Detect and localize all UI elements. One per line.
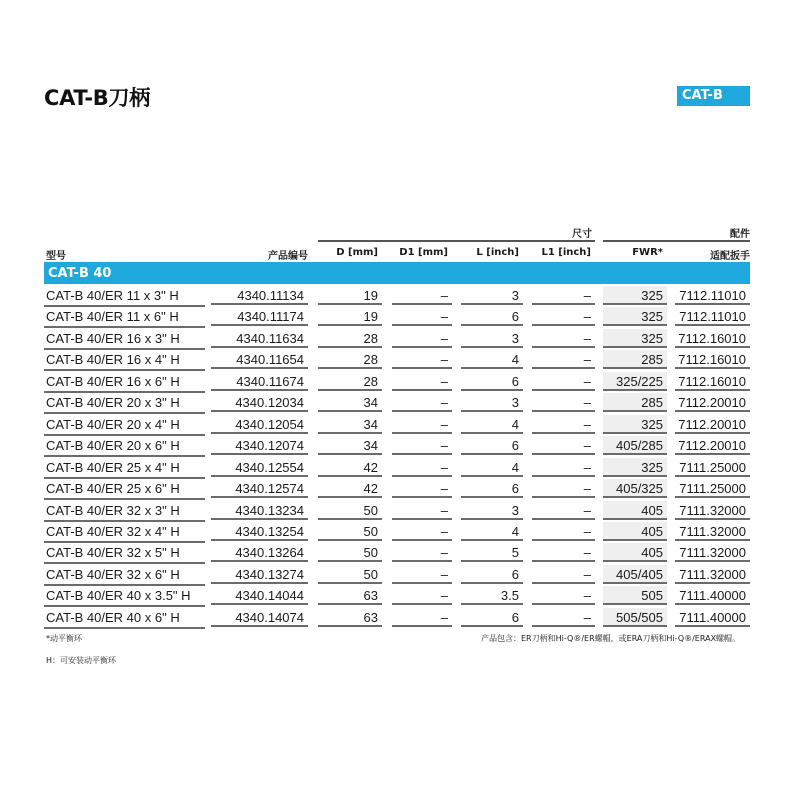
cell-l1: – [532, 501, 595, 520]
cell-l: 6 [461, 372, 523, 391]
cell-code: 4340.13264 [211, 543, 308, 562]
cell-code: 4340.11654 [211, 350, 308, 369]
table-row [0, 522, 800, 544]
cell-model: CAT-B 40/ER 16 x 3" H [44, 329, 205, 350]
cell-l1: – [532, 307, 595, 326]
cell-code: 4340.13234 [211, 501, 308, 520]
cell-d1: – [392, 608, 452, 627]
cell-l1: – [532, 543, 595, 562]
cell-l1: – [532, 608, 595, 627]
cell-model: CAT-B 40/ER 11 x 3" H [44, 286, 205, 307]
cell-d: 42 [318, 479, 382, 498]
cell-l: 4 [461, 522, 523, 541]
cell-l: 5 [461, 543, 523, 562]
cell-wrench: 7112.20010 [675, 436, 750, 455]
cell-d1: – [392, 329, 452, 348]
cell-l: 6 [461, 436, 523, 455]
cell-wrench: 7112.16010 [675, 350, 750, 369]
cell-wrench: 7111.32000 [675, 522, 750, 541]
cell-d: 63 [318, 586, 382, 605]
cell-wrench: 7112.16010 [675, 372, 750, 391]
cell-l: 3.5 [461, 586, 523, 605]
cell-l1: – [532, 372, 595, 391]
cell-code: 4340.11634 [211, 329, 308, 348]
col-header-d1: D1 [mm] [399, 247, 448, 258]
cell-l1: – [532, 458, 595, 477]
cell-d: 34 [318, 393, 382, 412]
cell-model: CAT-B 40/ER 20 x 4" H [44, 415, 205, 436]
col-header-d: D [mm] [336, 247, 378, 258]
cell-fwr: 285 [603, 393, 667, 412]
cell-model: CAT-B 40/ER 32 x 5" H [44, 543, 205, 564]
cell-fwr: 325 [603, 329, 667, 348]
cell-d1: – [392, 372, 452, 391]
cell-model: CAT-B 40/ER 20 x 6" H [44, 436, 205, 457]
cell-code: 4340.12054 [211, 415, 308, 434]
footnote-h: H：可安装动平衡环 [46, 656, 117, 665]
table-row [0, 586, 800, 608]
cell-wrench: 7111.25000 [675, 479, 750, 498]
cell-fwr: 505/505 [603, 608, 667, 627]
cell-code: 4340.11134 [211, 286, 308, 305]
cell-d1: – [392, 543, 452, 562]
col-header-fwr: FWR* [632, 247, 663, 258]
col-header-code: 产品编号 [268, 251, 308, 262]
cell-d1: – [392, 458, 452, 477]
cell-wrench: 7112.20010 [675, 393, 750, 412]
cell-d: 50 [318, 543, 382, 562]
cell-fwr: 405 [603, 543, 667, 562]
cell-model: CAT-B 40/ER 32 x 6" H [44, 565, 205, 586]
cell-l1: – [532, 586, 595, 605]
cell-model: CAT-B 40/ER 25 x 4" H [44, 458, 205, 479]
cell-fwr: 285 [603, 350, 667, 369]
table-row [0, 565, 800, 587]
cell-model: CAT-B 40/ER 16 x 6" H [44, 372, 205, 393]
cell-code: 4340.12074 [211, 436, 308, 455]
table-row [0, 350, 800, 372]
cell-model: CAT-B 40/ER 32 x 4" H [44, 522, 205, 543]
table-row [0, 329, 800, 351]
cell-fwr: 505 [603, 586, 667, 605]
group-header-dimensions: 尺寸 [572, 229, 592, 240]
cell-d1: – [392, 586, 452, 605]
cell-wrench: 7111.32000 [675, 501, 750, 520]
table-row [0, 479, 800, 501]
cell-model: CAT-B 40/ER 16 x 4" H [44, 350, 205, 371]
cell-wrench: 7112.16010 [675, 329, 750, 348]
cell-code: 4340.12554 [211, 458, 308, 477]
cell-l: 6 [461, 608, 523, 627]
cell-d: 50 [318, 565, 382, 584]
cell-d: 28 [318, 329, 382, 348]
cell-fwr: 325/225 [603, 372, 667, 391]
col-header-l1: L1 [inch] [541, 247, 591, 258]
cell-d: 34 [318, 436, 382, 455]
cell-d1: – [392, 393, 452, 412]
cell-l1: – [532, 350, 595, 369]
cell-model: CAT-B 40/ER 40 x 6" H [44, 608, 205, 629]
cell-d: 28 [318, 372, 382, 391]
cell-wrench: 7111.25000 [675, 458, 750, 477]
cell-d: 19 [318, 286, 382, 305]
col-header-model: 型号 [46, 251, 66, 262]
table-row [0, 307, 800, 329]
section-band [44, 262, 750, 284]
cell-l1: – [532, 522, 595, 541]
cell-code: 4340.12034 [211, 393, 308, 412]
cell-d1: – [392, 436, 452, 455]
group-header-accessories: 配件 [730, 229, 750, 240]
cell-model: CAT-B 40/ER 32 x 3" H [44, 501, 205, 522]
cell-fwr: 325 [603, 286, 667, 305]
cell-l1: – [532, 329, 595, 348]
cell-wrench: 7111.32000 [675, 565, 750, 584]
cell-l1: – [532, 436, 595, 455]
table-row [0, 372, 800, 394]
cell-l1: – [532, 565, 595, 584]
cell-model: CAT-B 40/ER 11 x 6" H [44, 307, 205, 328]
cell-l: 4 [461, 458, 523, 477]
col-header-l: L [inch] [476, 247, 519, 258]
cell-d: 50 [318, 522, 382, 541]
cell-l1: – [532, 479, 595, 498]
cell-code: 4340.13274 [211, 565, 308, 584]
cell-l1: – [532, 393, 595, 412]
cell-l: 6 [461, 565, 523, 584]
cell-fwr: 405/285 [603, 436, 667, 455]
cell-d1: – [392, 350, 452, 369]
cell-code: 4340.14044 [211, 586, 308, 605]
cell-d1: – [392, 307, 452, 326]
cell-fwr: 325 [603, 307, 667, 326]
cell-d: 28 [318, 350, 382, 369]
table-row [0, 415, 800, 437]
cell-l: 6 [461, 307, 523, 326]
cell-l: 4 [461, 350, 523, 369]
cell-d1: – [392, 565, 452, 584]
cell-code: 4340.11174 [211, 307, 308, 326]
cell-model: CAT-B 40/ER 40 x 3.5" H [44, 586, 205, 607]
category-tag: CAT-B [677, 86, 750, 106]
cell-wrench: 7111.32000 [675, 543, 750, 562]
cell-wrench: 7112.11010 [675, 286, 750, 305]
cell-fwr: 405 [603, 501, 667, 520]
cell-l: 3 [461, 393, 523, 412]
cell-d: 34 [318, 415, 382, 434]
cell-l1: – [532, 415, 595, 434]
cell-code: 4340.13254 [211, 522, 308, 541]
cell-fwr: 405 [603, 522, 667, 541]
table-row [0, 393, 800, 415]
cell-d: 50 [318, 501, 382, 520]
cell-d1: – [392, 415, 452, 434]
table-row [0, 608, 800, 630]
cell-l: 6 [461, 479, 523, 498]
cell-fwr: 325 [603, 415, 667, 434]
cell-d: 19 [318, 307, 382, 326]
cell-fwr: 405/405 [603, 565, 667, 584]
cell-d: 63 [318, 608, 382, 627]
cell-wrench: 7112.20010 [675, 415, 750, 434]
page-title: CAT-B刀柄 [44, 86, 150, 110]
table-row [0, 543, 800, 565]
group-divider-accessories [603, 240, 750, 242]
cell-fwr: 325 [603, 458, 667, 477]
cell-l: 3 [461, 286, 523, 305]
cell-model: CAT-B 40/ER 25 x 6" H [44, 479, 205, 500]
cell-wrench: 7111.40000 [675, 586, 750, 605]
col-header-wrench: 适配扳手 [710, 251, 750, 262]
cell-d1: – [392, 286, 452, 305]
footnote-fwr: *动平衡环 [46, 634, 82, 643]
cell-l1: – [532, 286, 595, 305]
cell-d1: – [392, 522, 452, 541]
cell-wrench: 7112.11010 [675, 307, 750, 326]
cell-model: CAT-B 40/ER 20 x 3" H [44, 393, 205, 414]
cell-wrench: 7111.40000 [675, 608, 750, 627]
table-row [0, 436, 800, 458]
cell-l: 3 [461, 329, 523, 348]
cell-d1: – [392, 479, 452, 498]
table-row [0, 458, 800, 480]
cell-d1: – [392, 501, 452, 520]
group-divider-dimensions [318, 240, 595, 242]
table-row [0, 501, 800, 523]
table-row [0, 286, 800, 308]
cell-code: 4340.12574 [211, 479, 308, 498]
cell-fwr: 405/325 [603, 479, 667, 498]
section-title: CAT-B 40 [48, 266, 112, 281]
cell-code: 4340.11674 [211, 372, 308, 391]
footnote-package: 产品包含：ER刀柄和Hi-Q®/ER螺帽，或ERA刀柄和Hi-Q®/ERAX螺帽。 [481, 634, 741, 643]
cell-code: 4340.14074 [211, 608, 308, 627]
cell-d: 42 [318, 458, 382, 477]
cell-l: 3 [461, 501, 523, 520]
cell-l: 4 [461, 415, 523, 434]
